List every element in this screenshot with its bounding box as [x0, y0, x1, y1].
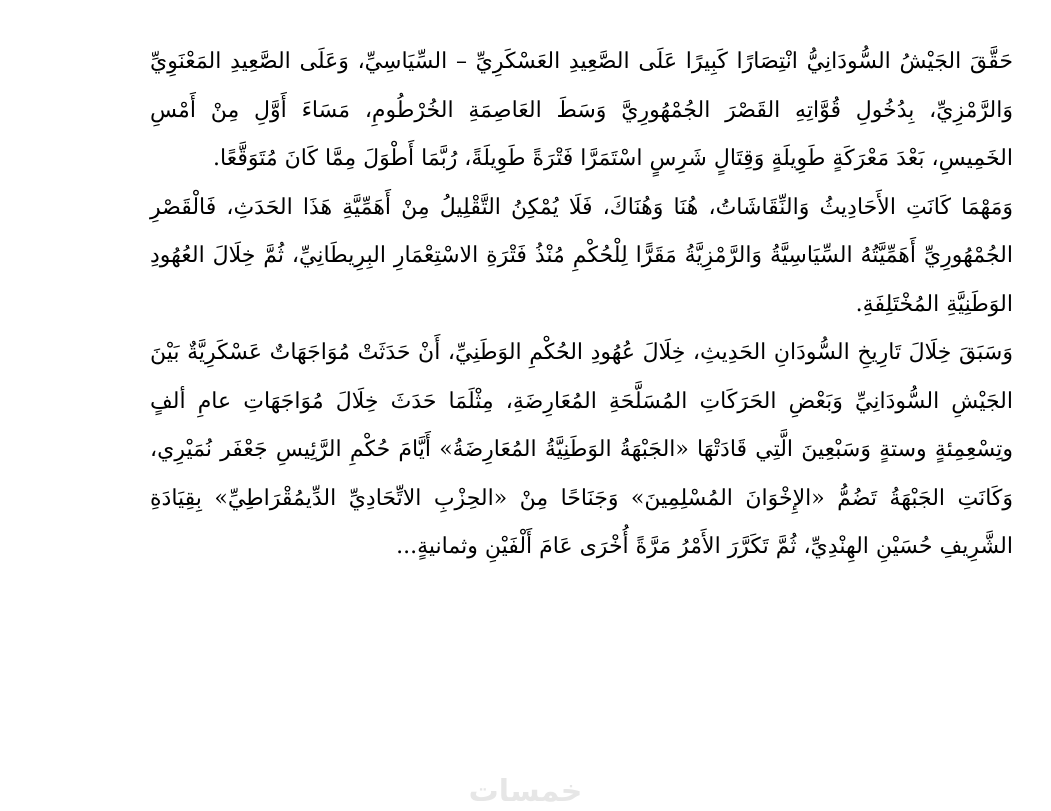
article-paragraph-2: وَمَهْمَا كَانَتِ الأَحَادِيثُ وَالنِّقَاشَاتُ، هُنَا وَهُنَاكَ، فَلَا يُمْكِنُ التَّقْلِيلُ مِنْ أَهَمِّيَّةِ هَذَا الحَدَثِ، فَالْقَصْرِ الجُمْهُورِيِّ أَهَمِّيَّتُهُ السِّيَاسِيَّةُ وَالرَّمْزِيَّةُ مَقَرًّا لِلْحُكْمِ مُنْذُ فَتْرَةِ الاسْتِعْمَارِ البِرِيطَانِيِّ، ثُمَّ خِلَالَ العُهُودِ الوَطَنِيَّةِ المُخْتَلِفَةِ.: [150, 194, 1013, 317]
article-paragraph-3: وَسَبَقَ خِلَالَ تَارِيخِ السُّودَانِ الحَدِيثِ، خِلَالَ عُهُودِ الحُكْمِ الوَطَنِيِّ، أَنْ حَدَثَتْ مُوَاجَهَاتٌ عَسْكَرِيَّةٌ بَيْنَ الجَيْشِ السُّودَانِيِّ وَبَعْضِ الحَرَكَاتِ المُسَلَّحَةِ المُعَارِضَةِ، مِثْلَمَا حَدَثَ خِلَالَ مُوَاجَهَاتِ عامِ ألفٍ وتِسْعِمِئةٍ وستةٍ وَسَبْعِينَ الَّتِي قَادَتْهَا «الجَبْهَةُ الوَطَنِيَّةُ المُعَارِضَةُ» أَيَّامَ حُكْمِ الرَّئِيسِ جَعْفَر نُمَيْرِي، وَكَانَتِ الجَبْهَةُ تَضُمُّ «الإِخْوَانَ المُسْلِمِينَ» وَجَنَاحًا مِنْ «الحِزْبِ الاتِّحَادِيِّ الدِّيمُقْرَاطِيِّ» بِقِيَادَةِ الشَّرِيفِ حُسَيْنِ الهِنْدِيِّ، ثُمَّ تَكَرَّرَ الأَمْرُ مَرَّةً أُخْرَى عَامَ أَلْفَيْنِ وثمانيةٍ...: [150, 340, 1013, 559]
article-paragraph-1: حَقَّقَ الجَيْشُ السُّودَانِيُّ انْتِصَارًا كَبِيرًا عَلَى الصَّعِيدِ العَسْكَرِيِّ – السِّيَاسِيِّ، وَعَلَى الصَّعِيدِ المَعْنَوِيِّ وَالرَّمْزِيِّ، بِدُخُولِ قُوَّاتِهِ القَصْرَ الجُمْهُورِيَّ وَسَطَ العَاصِمَةِ الخُرْطُومِ، مَسَاءَ أَوَّلِ مِنْ أَمْسِ الخَمِيسِ، بَعْدَ مَعْرَكَةٍ طَوِيلَةٍ وَقِتَالٍ شَرِسٍ اسْتَمَرَّا فَتْرَةً طَوِيلَةً، رُبَّمَا أَطْوَلَ مِمَّا كَانَ مُتَوَقَّعًا.: [150, 49, 1013, 171]
article-body: [150, 38, 1013, 572]
watermark-logo: خمسات: [468, 774, 583, 809]
